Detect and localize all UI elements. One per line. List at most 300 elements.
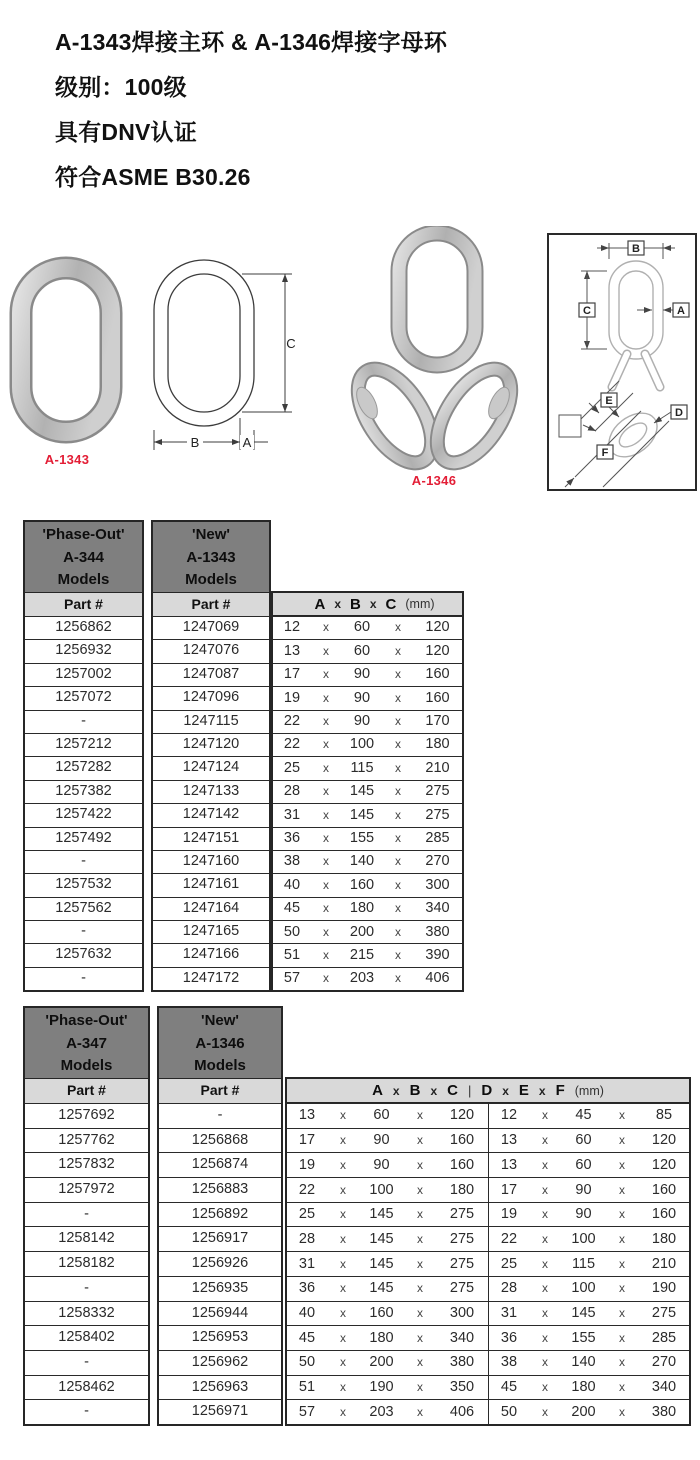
dim-separator: x xyxy=(619,1355,625,1370)
def-dimension-group xyxy=(488,1376,689,1400)
part-number-cell: 1256892 xyxy=(159,1202,281,1227)
dnv-certification-line: 具有DNV认证 xyxy=(55,119,197,145)
abc-dimension-group xyxy=(287,1400,488,1424)
dim-a-value: 45 xyxy=(298,1329,316,1346)
dim-c-value: 275 xyxy=(449,1230,475,1247)
header-line: A-1343 xyxy=(186,548,236,566)
part-number-cell: 1247087 xyxy=(153,663,269,686)
dim-b-value: 180 xyxy=(349,900,375,917)
dim-separator: x xyxy=(323,643,329,658)
part-number-cell: 1247166 xyxy=(153,943,269,966)
part-number-cell: 1256953 xyxy=(159,1325,281,1350)
dim-separator: x xyxy=(395,971,401,986)
dim-c-value: 300 xyxy=(449,1304,475,1321)
dim-a-value: 17 xyxy=(283,666,301,683)
dim-b-value: 145 xyxy=(369,1255,394,1272)
dim-separator: x xyxy=(417,1380,423,1394)
dim-separator: x xyxy=(417,1157,423,1172)
def-dimension-group xyxy=(488,1302,689,1326)
a1346-photo xyxy=(346,226,520,474)
dim-separator: x xyxy=(417,1330,423,1345)
dim-separator: x xyxy=(340,1231,346,1246)
dim-a-value: 38 xyxy=(283,853,301,870)
dim-d-value: 13 xyxy=(500,1132,518,1149)
dim-a-value: 22 xyxy=(283,736,301,753)
part-number-cell: 1257632 xyxy=(25,943,142,966)
dims-header-x: x xyxy=(538,1083,546,1098)
dim-f-value: 160 xyxy=(651,1181,677,1198)
a1343-dimension-drawing xyxy=(150,250,302,456)
dim-b-value: 203 xyxy=(369,1403,394,1420)
part-number-cell: 1256868 xyxy=(159,1128,281,1153)
dim-separator: x xyxy=(340,1207,346,1222)
dim-a-value: 31 xyxy=(298,1255,316,1272)
dimension-rows xyxy=(287,1103,689,1424)
part-number-cell: - xyxy=(25,1350,148,1375)
dim-c-value: 120 xyxy=(449,1107,475,1124)
dim-c-value: 160 xyxy=(425,666,450,683)
dim-c-value: 120 xyxy=(425,619,450,636)
dim-a-value: 31 xyxy=(283,806,301,823)
dim-a-value: 12 xyxy=(283,619,301,636)
dim-b-value: 115 xyxy=(350,759,374,776)
dimensions-cell xyxy=(273,803,462,826)
dimensions-cell xyxy=(287,1301,689,1326)
dim-separator: x xyxy=(340,1281,346,1296)
dim-separator: x xyxy=(395,924,401,939)
abc-dimension-group xyxy=(287,1178,488,1202)
part-number-cell: 1257832 xyxy=(25,1152,148,1177)
dim-e-value: 60 xyxy=(575,1156,592,1173)
part-number-cell: 1256935 xyxy=(159,1276,281,1301)
new-a1346-column xyxy=(157,1006,283,1426)
dim-b-value: 145 xyxy=(349,806,375,823)
dim-f-value: 180 xyxy=(651,1230,677,1247)
a1346-label: A-1346 xyxy=(411,473,457,488)
dim-separator: x xyxy=(542,1108,548,1123)
dimensions-cell xyxy=(287,1325,689,1350)
page-header xyxy=(55,30,447,210)
dim-a-value: 36 xyxy=(283,829,301,846)
dim-separator: x xyxy=(542,1133,548,1148)
dim-b-value: 60 xyxy=(373,1107,390,1124)
dim-separator: x xyxy=(542,1404,548,1419)
part-number-cell: 1256883 xyxy=(159,1177,281,1202)
part-number-cell: 1257282 xyxy=(25,756,142,779)
dim-a-value: 40 xyxy=(283,876,301,893)
phaseout-part-rows xyxy=(25,616,142,990)
header-line: Models xyxy=(60,1057,113,1074)
dim-separator: x xyxy=(340,1133,346,1148)
dim-separator: x xyxy=(323,830,329,845)
a1343-photo xyxy=(6,256,126,446)
dim-f-value: 160 xyxy=(651,1206,677,1223)
dim-separator: x xyxy=(542,1207,548,1222)
def-dimension-group xyxy=(488,1203,689,1227)
dim-a-value: 40 xyxy=(298,1304,316,1321)
dim-separator: x xyxy=(395,901,401,916)
phaseout-a344-column xyxy=(23,520,144,992)
dim-e-value: 115 xyxy=(571,1255,596,1272)
dims-header-b: B xyxy=(409,1082,421,1099)
a1346-dimension-diagram xyxy=(547,233,697,491)
dim-f-value: 120 xyxy=(651,1132,677,1149)
dimension-rows xyxy=(273,616,462,990)
dim-c-value: 275 xyxy=(449,1206,475,1223)
dim-a-value: 13 xyxy=(283,642,301,659)
dim-f-value: 120 xyxy=(651,1156,677,1173)
dim-separator: x xyxy=(542,1330,548,1345)
abc-dimension-group xyxy=(287,1227,488,1251)
dim-b-value: 203 xyxy=(349,970,375,987)
dim-b-value: 90 xyxy=(353,666,371,683)
dim-separator: x xyxy=(340,1330,346,1345)
dim-e-value: 100 xyxy=(571,1230,596,1247)
part-number-cell: 1257692 xyxy=(25,1103,148,1128)
dim-b-value: 190 xyxy=(369,1379,394,1395)
part-number-cell: 1247115 xyxy=(153,710,269,733)
abc-dimension-group xyxy=(287,1277,488,1301)
dim-d-value: 22 xyxy=(500,1230,518,1247)
dim-d-value: 31 xyxy=(500,1304,518,1321)
dim-separator: x xyxy=(542,1380,548,1394)
phaseout-a344-header xyxy=(25,522,142,593)
dim-separator: x xyxy=(619,1256,625,1271)
dims-header-b: B xyxy=(350,595,361,613)
dim-separator: x xyxy=(542,1305,548,1320)
part-number-cell: 1247142 xyxy=(153,803,269,826)
dim-d-label: D xyxy=(675,407,683,419)
dim-f-value: 285 xyxy=(651,1329,677,1346)
dim-a-value: 22 xyxy=(298,1181,316,1198)
dim-b-value: 90 xyxy=(353,689,371,706)
dimensions-cell xyxy=(273,663,462,686)
new-part-rows xyxy=(159,1103,281,1424)
part-number-cell: 1247161 xyxy=(153,873,269,896)
dimensions-cell xyxy=(287,1375,689,1400)
new-part-rows xyxy=(153,616,269,990)
dim-e-value: 145 xyxy=(571,1304,596,1321)
dim-separator: x xyxy=(619,1108,625,1123)
dims-header-e: E xyxy=(518,1082,529,1099)
dim-f-value: 190 xyxy=(651,1280,677,1297)
dim-separator: x xyxy=(619,1330,625,1345)
dim-separator: x xyxy=(395,714,401,728)
dim-separator: x xyxy=(395,667,401,682)
header-line: 'Phase-Out' xyxy=(45,1012,128,1029)
dim-separator: x xyxy=(395,690,401,705)
dim-b-value: 60 xyxy=(353,619,371,636)
def-dimension-group xyxy=(488,1178,689,1202)
dim-a-value: 19 xyxy=(298,1156,316,1173)
dim-c-value: 120 xyxy=(425,642,450,659)
dims-header-mm: (mm) xyxy=(574,1083,604,1098)
dim-separator: x xyxy=(340,1305,346,1320)
dim-e-value: 200 xyxy=(571,1403,596,1420)
dimensions-cell xyxy=(287,1350,689,1375)
dimensions-cell xyxy=(273,850,462,873)
dim-separator: x xyxy=(323,807,329,822)
new-a1346-header xyxy=(159,1008,281,1079)
part-number-column-header: Part # xyxy=(25,1079,148,1103)
dimensions-cell xyxy=(273,616,462,639)
dim-e-value: 100 xyxy=(571,1280,596,1297)
header-line: Models xyxy=(185,571,237,588)
dim-separator: x xyxy=(340,1355,346,1370)
dim-b-label: B xyxy=(632,243,640,255)
abc-dimension-group xyxy=(287,1326,488,1350)
dim-a-value: 45 xyxy=(283,900,301,917)
new-a1343-header xyxy=(153,522,269,593)
dim-separator: x xyxy=(340,1380,346,1394)
dim-separator: x xyxy=(323,690,329,705)
dims-header-d: D xyxy=(481,1082,493,1099)
part-number-cell: 1247151 xyxy=(153,827,269,850)
part-number-cell: 1256874 xyxy=(159,1152,281,1177)
dim-separator: x xyxy=(417,1355,423,1370)
dim-f-value: 210 xyxy=(651,1255,677,1272)
part-number-cell: 1247160 xyxy=(153,850,269,873)
dim-separator: x xyxy=(417,1281,423,1296)
dim-separator: x xyxy=(323,667,329,682)
dim-c-value: 270 xyxy=(425,853,450,870)
dim-c-value: 300 xyxy=(425,876,450,893)
dims-header-x: x xyxy=(392,1083,400,1098)
dim-e-value: 140 xyxy=(571,1354,596,1371)
dim-a-value: 51 xyxy=(298,1379,316,1395)
dims-header-a: A xyxy=(372,1082,383,1099)
def-dimension-group xyxy=(488,1252,689,1276)
part-number-cell: 1256862 xyxy=(25,616,142,639)
dim-a-value: 22 xyxy=(283,713,301,729)
dims-header-divider: | xyxy=(467,1083,472,1098)
dim-e-value: 90 xyxy=(575,1181,592,1198)
dim-f-value: 340 xyxy=(651,1379,677,1395)
dimensions-cell xyxy=(273,920,462,943)
header-line: Models xyxy=(194,1057,246,1074)
part-number-cell: - xyxy=(25,710,142,733)
dim-c-value: 406 xyxy=(425,970,450,987)
part-number-cell: 1247164 xyxy=(153,897,269,920)
dim-c-value: 160 xyxy=(449,1156,475,1173)
dim-d-value: 28 xyxy=(500,1280,518,1297)
header-line: A-347 xyxy=(66,1034,107,1052)
dims-header-x: x xyxy=(369,597,377,611)
abc-dimension-group xyxy=(287,1203,488,1227)
dim-c-value: 180 xyxy=(425,736,450,753)
dim-separator: x xyxy=(395,807,401,822)
dim-separator: x xyxy=(619,1281,625,1296)
part-number-cell: 1258182 xyxy=(25,1251,148,1276)
dim-a-value: 25 xyxy=(298,1206,316,1223)
dimensions-cell xyxy=(273,710,462,733)
dimensions-column-header xyxy=(287,1079,689,1103)
dim-e-value: 155 xyxy=(571,1329,596,1346)
def-dimension-group xyxy=(488,1104,689,1128)
part-number-cell: 1257072 xyxy=(25,686,142,709)
def-dimension-group xyxy=(488,1129,689,1153)
dim-c-value: 275 xyxy=(425,783,450,800)
dimensions-cell xyxy=(287,1202,689,1227)
part-number-cell: 1257002 xyxy=(25,663,142,686)
dimensions-cell xyxy=(273,733,462,756)
part-number-cell: 1256962 xyxy=(159,1350,281,1375)
dim-separator: x xyxy=(417,1256,423,1271)
dim-separator: x xyxy=(395,760,401,775)
dim-a-value: 25 xyxy=(283,759,301,776)
a1343-dimensions-column xyxy=(271,591,464,992)
part-number-cell: 1247096 xyxy=(153,686,269,709)
dim-b-value: 145 xyxy=(349,783,375,800)
part-number-cell: - xyxy=(25,967,142,990)
dim-separator: x xyxy=(340,1404,346,1419)
part-number-cell: - xyxy=(25,920,142,943)
header-line: 'New' xyxy=(201,1012,239,1029)
part-number-cell: 1258402 xyxy=(25,1325,148,1350)
dim-separator: x xyxy=(323,901,329,916)
dimensions-cell xyxy=(273,756,462,779)
part-number-cell: 1247165 xyxy=(153,920,269,943)
dim-separator: x xyxy=(417,1108,423,1123)
dimensions-cell xyxy=(273,943,462,966)
dim-b-label: B xyxy=(190,435,200,450)
dim-f-value: 85 xyxy=(655,1107,673,1124)
dim-separator: x xyxy=(323,971,329,986)
abc-dimension-group xyxy=(287,1376,488,1400)
dim-c-value: 160 xyxy=(449,1132,475,1149)
part-number-cell: 1256932 xyxy=(25,639,142,662)
dim-f-value: 270 xyxy=(651,1354,677,1371)
dim-separator: x xyxy=(619,1231,625,1246)
dim-c-value: 180 xyxy=(449,1181,475,1198)
dim-separator: x xyxy=(542,1281,548,1296)
dim-separator: x xyxy=(323,760,329,775)
dim-b-value: 100 xyxy=(369,1181,394,1198)
dim-separator: x xyxy=(619,1133,625,1148)
part-number-cell: 1257422 xyxy=(25,803,142,826)
dim-b-value: 100 xyxy=(349,736,375,753)
dim-separator: x xyxy=(542,1355,548,1370)
dim-separator: x xyxy=(323,714,329,728)
dim-b-value: 140 xyxy=(349,853,375,870)
part-number-cell: 1256917 xyxy=(159,1226,281,1251)
phaseout-part-rows xyxy=(25,1103,148,1424)
dim-b-value: 160 xyxy=(349,876,375,893)
part-number-cell: 1258462 xyxy=(25,1375,148,1400)
dim-separator: x xyxy=(417,1231,423,1246)
part-number-cell: - xyxy=(25,1202,148,1227)
dim-separator: x xyxy=(619,1207,625,1222)
dim-a-value: 50 xyxy=(283,923,301,940)
dim-separator: x xyxy=(340,1108,346,1123)
def-dimension-group xyxy=(488,1351,689,1375)
dim-c-value: 170 xyxy=(425,713,450,729)
dimensions-cell xyxy=(287,1177,689,1202)
dim-b-value: 180 xyxy=(369,1329,394,1346)
dim-separator: x xyxy=(323,877,329,892)
dim-d-value: 36 xyxy=(500,1329,518,1346)
dimensions-column-header xyxy=(273,593,462,616)
dimensions-cell xyxy=(287,1128,689,1153)
dim-a-value: 36 xyxy=(298,1280,316,1297)
dimensions-cell xyxy=(287,1251,689,1276)
dim-separator: x xyxy=(417,1404,423,1419)
dim-e-value: 90 xyxy=(575,1206,592,1223)
dim-c-value: 390 xyxy=(425,946,450,963)
dim-c-label: C xyxy=(583,305,591,317)
part-number-cell: - xyxy=(25,1399,148,1424)
part-number-cell: - xyxy=(25,850,142,873)
oval-dimension-drawing xyxy=(150,250,302,456)
header-line: A-1346 xyxy=(195,1034,245,1052)
dim-c-value: 406 xyxy=(449,1403,475,1420)
dim-b-value: 160 xyxy=(369,1304,394,1321)
dimensions-cell xyxy=(273,967,462,990)
dim-separator: x xyxy=(542,1256,548,1271)
dim-c-value: 380 xyxy=(449,1354,475,1371)
dim-c-value: 340 xyxy=(449,1329,475,1346)
dim-separator: x xyxy=(417,1133,423,1148)
dim-d-value: 50 xyxy=(500,1403,518,1420)
part-number-cell: 1257762 xyxy=(25,1128,148,1153)
dim-separator: x xyxy=(542,1157,548,1172)
def-dimension-group xyxy=(488,1227,689,1251)
dim-f-value: 380 xyxy=(651,1403,677,1420)
dimensions-cell xyxy=(273,639,462,662)
dim-c-value: 210 xyxy=(425,759,450,776)
dimensions-cell xyxy=(287,1152,689,1177)
part-number-cell: 1257212 xyxy=(25,733,142,756)
abc-dimension-group xyxy=(287,1104,488,1128)
dims-header-a: A xyxy=(314,595,326,613)
part-number-cell: 1256971 xyxy=(159,1399,281,1424)
dim-c-value: 350 xyxy=(449,1379,475,1395)
a1346-dimensions-column xyxy=(285,1077,691,1426)
dim-separator: x xyxy=(395,947,401,962)
dim-separator: x xyxy=(619,1305,625,1320)
def-dimension-group xyxy=(488,1400,689,1424)
dim-c-value: 285 xyxy=(425,829,450,846)
dim-separator: x xyxy=(340,1256,346,1271)
dim-separator: x xyxy=(542,1231,548,1246)
dim-a-value: 57 xyxy=(298,1403,316,1420)
dims-header-x: x xyxy=(502,1083,509,1098)
abc-dimension-group xyxy=(287,1153,488,1177)
part-number-cell: 1257562 xyxy=(25,897,142,920)
dim-separator: x xyxy=(619,1157,625,1172)
part-number-cell: 1258142 xyxy=(25,1226,148,1251)
dim-separator: x xyxy=(619,1182,625,1197)
dim-a-label: A xyxy=(677,305,685,317)
dim-f-label: F xyxy=(601,447,609,459)
dim-b-value: 145 xyxy=(369,1280,394,1297)
dim-separator: x xyxy=(323,947,329,962)
dimensions-cell xyxy=(287,1103,689,1128)
part-number-cell: - xyxy=(25,1276,148,1301)
dim-c-value: 275 xyxy=(425,806,450,823)
dim-a-value: 50 xyxy=(298,1354,316,1371)
asme-compliance-line: 符合ASME B30.26 xyxy=(55,164,251,190)
header-line: A-344 xyxy=(63,548,104,566)
dim-separator: x xyxy=(417,1207,423,1222)
dim-d-value: 45 xyxy=(500,1379,518,1395)
header-line: 'New' xyxy=(192,526,230,543)
dimensions-cell xyxy=(273,686,462,709)
part-number-column-header: Part # xyxy=(159,1079,281,1103)
dim-c-label: C xyxy=(286,336,296,351)
page-title: A-1343焊接主环 & A-1346焊接字母环 xyxy=(55,29,448,55)
dims-header-f: F xyxy=(555,1082,565,1099)
